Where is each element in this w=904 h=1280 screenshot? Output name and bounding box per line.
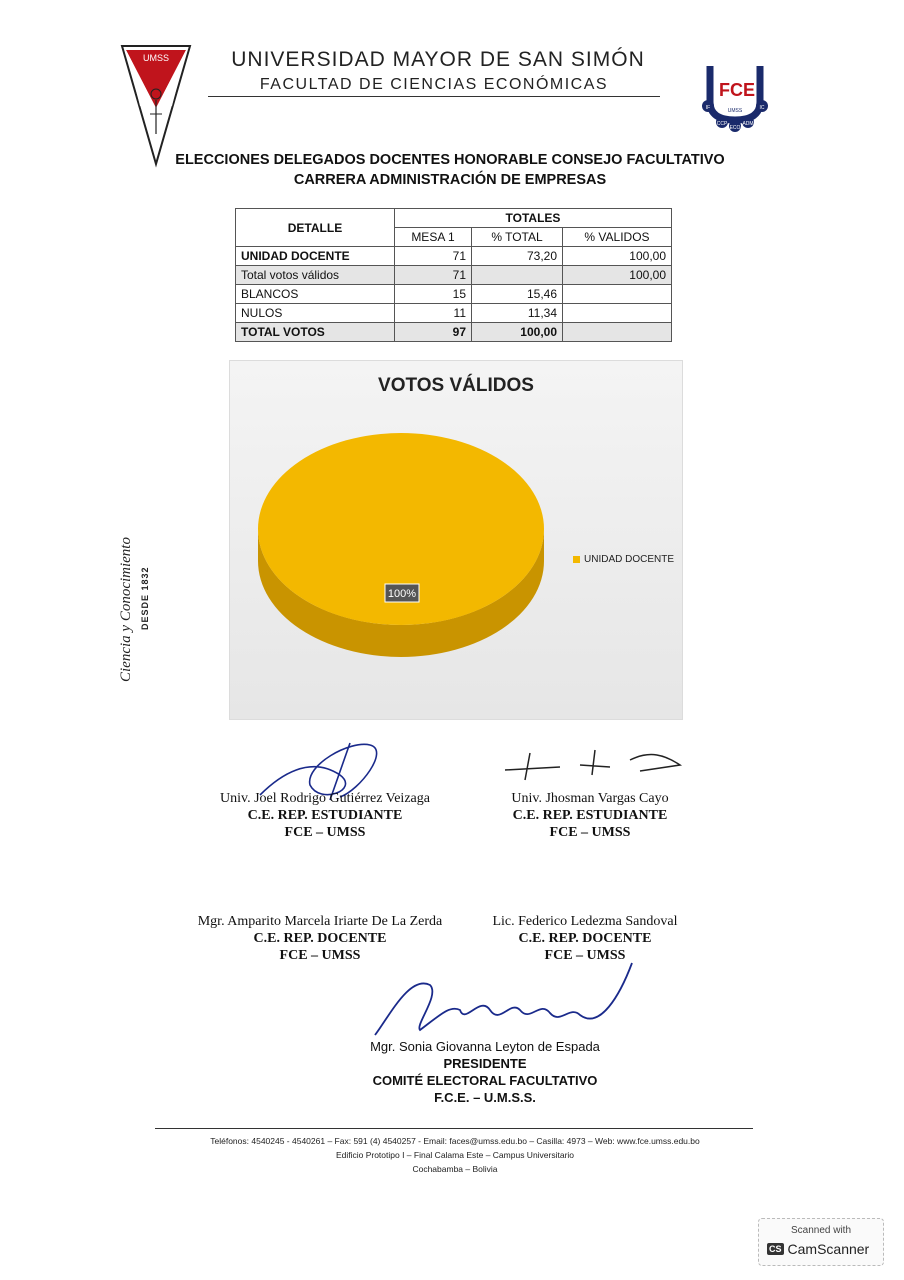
row-total [472, 266, 563, 285]
fce-logo [700, 62, 770, 132]
header-detalle: DETALLE [236, 209, 395, 247]
faculty-name: FACULTAD DE CIENCIAS ECONÓMICAS [208, 76, 660, 97]
row-mesa1: 15 [395, 285, 472, 304]
row-label: BLANCOS [236, 285, 395, 304]
camscanner-icon: CS [769, 1244, 782, 1254]
svg-text:CCP: CCP [716, 121, 728, 127]
signature-amparito [195, 913, 445, 964]
fce-logo-text: FCE [719, 80, 755, 100]
signature-scrawl-2 [500, 745, 690, 785]
svg-text:ECO: ECO [729, 125, 741, 131]
signer-role: PRESIDENTE [443, 1056, 527, 1071]
row-mesa1: 11 [395, 304, 472, 323]
svg-text:100%: 100% [387, 588, 417, 600]
document-title [120, 150, 780, 190]
svg-text:ADM: ADM [742, 121, 754, 127]
row-mesa1: 71 [395, 247, 472, 266]
scanner-brand-name: CamScanner [787, 1241, 870, 1257]
subheader-validos: % VALIDOS [563, 228, 672, 247]
footer [150, 1134, 760, 1176]
row-mesa1: 71 [395, 266, 472, 285]
signer-name: Univ. Joel Rodrigo Gutiérrez Veizaga [220, 791, 430, 806]
row-validos [563, 285, 672, 304]
svg-text:IC: IC [759, 105, 765, 111]
row-label: UNIDAD DOCENTE [236, 247, 395, 266]
table-row [236, 323, 672, 342]
signature-scrawl-3 [370, 955, 640, 1050]
signer-role: C.E. REP. DOCENTE [253, 931, 387, 946]
signer-org: FCE – UMSS [284, 825, 366, 840]
umss-logo-text: UMSS [142, 53, 170, 63]
legend-label: UNIDAD DOCENTE [584, 554, 675, 565]
signer-org-2: F.C.E. – U.M.S.S. [434, 1090, 536, 1105]
signature-sonia [330, 1038, 640, 1106]
title-line-1: ELECCIONES DELEGADOS DOCENTES HONORABLE CONSEJO FACULTATIVO [175, 152, 725, 168]
title-line-2: CARRERA ADMINISTRACIÓN DE EMPRESAS [293, 172, 607, 188]
signer-name: Mgr. Amparito Marcela Iriarte De La Zerda [197, 914, 443, 929]
svg-text:UMSS: UMSS [727, 108, 743, 114]
signer-org: FCE – UMSS [279, 948, 361, 963]
row-total: 73,20 [472, 247, 563, 266]
row-validos: 100,00 [563, 266, 672, 285]
scanner-brand [767, 1241, 869, 1257]
scanner-caption: Scanned with [790, 1225, 852, 1236]
svg-text:IF: IF [705, 105, 711, 111]
motto-text: Ciencia y Conocimiento [118, 537, 134, 682]
table-row [236, 285, 672, 304]
signer-role: C.E. REP. DOCENTE [518, 931, 652, 946]
row-label: Total votos válidos [236, 266, 395, 285]
pie-chart-svg [230, 361, 682, 719]
signer-role: C.E. REP. ESTUDIANTE [247, 808, 403, 823]
subheader-mesa1: MESA 1 [395, 228, 472, 247]
row-validos: 100,00 [563, 247, 672, 266]
signature-federico [470, 913, 700, 964]
signer-name: Mgr. Sonia Giovanna Leyton de Espada [370, 1039, 600, 1054]
row-total: 11,34 [472, 304, 563, 323]
chart-title: VOTOS VÁLIDOS [378, 375, 534, 396]
camscanner-badge [758, 1218, 884, 1266]
pie-chart [229, 360, 683, 720]
footer-address: Edificio Prototipo I – Final Calama Este – Campus Universitario [335, 1150, 575, 1160]
header-totales: TOTALES [395, 209, 672, 228]
signer-role: C.E. REP. ESTUDIANTE [512, 808, 668, 823]
pie-data-label [385, 584, 419, 602]
row-mesa1: 97 [395, 323, 472, 342]
footer-divider [155, 1128, 753, 1129]
footer-city: Cochabamba – Bolivia [412, 1164, 498, 1174]
table-row [236, 304, 672, 323]
signer-org: FCE – UMSS [544, 948, 626, 963]
table-row [236, 247, 672, 266]
signer-name: Univ. Jhosman Vargas Cayo [511, 791, 669, 806]
signer-org: FCE – UMSS [549, 825, 631, 840]
motto-year: DESDE 1832 [140, 566, 150, 630]
subheader-total: % TOTAL [472, 228, 563, 247]
chart-legend [573, 554, 674, 565]
signer-org: COMITÉ ELECTORAL FACULTATIVO [372, 1073, 598, 1088]
university-name: UNIVERSIDAD MAYOR DE SAN SIMÓN [231, 48, 645, 71]
results-table [235, 208, 672, 342]
table-row [236, 266, 672, 285]
footer-contact: Teléfonos: 4540245 - 4540261 – Fax: 591 (4) 4540257 - Email: faces@umss.edu.bo – Casilla: 4973 – Web: www.fce.umss.edu.bo [210, 1136, 700, 1146]
signature-joel [200, 790, 450, 841]
legend-swatch [573, 556, 580, 563]
signature-jhosman [480, 790, 700, 841]
row-total: 100,00 [472, 323, 563, 342]
signer-name: Lic. Federico Ledezma Sandoval [492, 914, 678, 929]
row-validos [563, 304, 672, 323]
motto-seal [100, 500, 160, 690]
row-total: 15,46 [472, 285, 563, 304]
row-label: NULOS [236, 304, 395, 323]
row-label: TOTAL VOTOS [236, 323, 395, 342]
row-validos [563, 323, 672, 342]
